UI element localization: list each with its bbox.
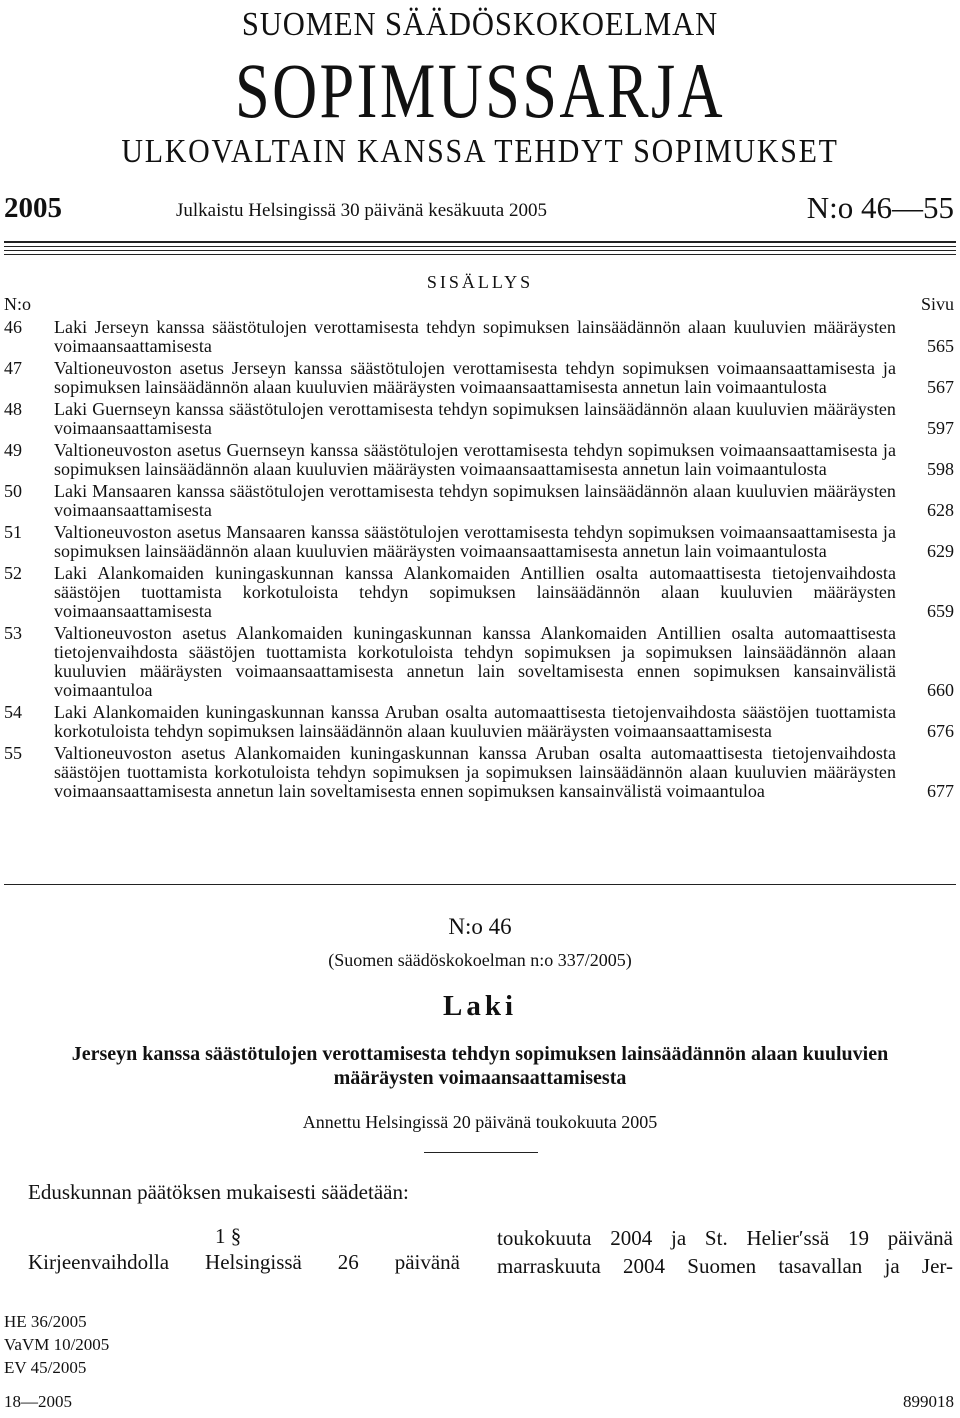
section-text-col1: Kirjeenvaihdolla Helsingissä 26 päivänä bbox=[28, 1250, 460, 1274]
toc-entry-number: 50 bbox=[4, 481, 22, 501]
toc-entry[interactable] bbox=[0, 624, 960, 700]
toc-entry[interactable] bbox=[0, 359, 960, 397]
toc-entry[interactable] bbox=[0, 523, 960, 561]
toc-entry-number: 49 bbox=[4, 440, 22, 460]
enacting-clause: Eduskunnan päätöksen mukaisesti säädetään: bbox=[28, 1180, 409, 1204]
toc-entry[interactable] bbox=[0, 441, 960, 479]
toc-entry-title: Laki Alankomaiden kuningaskunnan kanssa Alankomaiden Antillien osalta automaattisesta tietojenvaihdosta säästöjen tuottamista korkotuloista tehdyn sopimuksen lainsäädännön alaan kuuluvien määräysten voimaansaattamisesta bbox=[54, 563, 896, 621]
header-rule bbox=[4, 250, 956, 251]
toc-entry-number: 48 bbox=[4, 399, 22, 419]
toc-entry-page: 629 bbox=[927, 541, 954, 561]
footnote-ref: HE 36/2005 bbox=[4, 1312, 87, 1331]
divider bbox=[424, 1152, 538, 1153]
toc-entry-title: Valtioneuvoston asetus Alankomaiden kuningaskunnan kanssa Aruban osalta automaattisesta tietojenvaihdosta säästöjen tuottamista korkotuloista tehdyn sopimuksen ja sopimuksen lainsäädännön alaan kuuluvien määräysten voimaansaattamisesta annetun lain soveltamisesta ennen sopimuksen kansainvälistä voimaantuloa bbox=[54, 743, 896, 801]
header-rule bbox=[4, 246, 956, 247]
toc-entry-page: 659 bbox=[927, 601, 954, 621]
series-title: SOPIMUSSARJA bbox=[234, 47, 726, 134]
issue-year: 2005 bbox=[4, 192, 62, 224]
toc-entry-number: 54 bbox=[4, 702, 22, 722]
toc-entry-title: Valtioneuvoston asetus Alankomaiden kuningaskunnan kanssa Alankomaiden Antillien osalta automaattisesta tietojenvaihdosta säästöjen tuottamista korkotuloista tehdyn sopimuksen ja sopimuksen lainsäädännön alaan kuuluvien määräysten voimaansaattamisesta annetun lain soveltamisesta ennen sopimuksen kansainvälistä voimaantuloa bbox=[54, 623, 896, 700]
section-text-col2 bbox=[497, 1224, 953, 1280]
section-text-col2-line: toukokuuta 2004 ja St. Helier′ssä 19 päivänä bbox=[497, 1226, 953, 1250]
section-heading: 1 § bbox=[215, 1224, 242, 1248]
toc-entry-title: Valtioneuvoston asetus Jerseyn kanssa säästötulojen verottamisesta tehdyn sopimuksen voimaansaattamisesta ja sopimuksen lainsäädännön alaan kuuluvien määräysten voimaansaattamisesta annetun lain voimaantulosta bbox=[54, 358, 896, 397]
footnote-ref: VaVM 10/2005 bbox=[4, 1335, 110, 1354]
print-code-right: 899018 bbox=[903, 1392, 954, 1411]
toc-rule bbox=[4, 884, 956, 885]
toc-entry-title: Valtioneuvoston asetus Mansaaren kanssa säästötulojen verottamisesta tehdyn sopimuksen voimaansaattamisesta ja sopimuksen lainsäädännön alaan kuuluvien määräysten voimaansaattamisesta annetun lain voimaantulosta bbox=[54, 522, 896, 561]
print-code-left: 18—2005 bbox=[4, 1392, 72, 1411]
toc-heading: SISÄLLYS bbox=[426, 272, 534, 292]
toc-entry-title: Laki Alankomaiden kuningaskunnan kanssa Aruban osalta automaattisesta tietojenvaihdosta säästöjen tuottamista korkotuloista tehdyn sopimuksen lainsäädännön alaan kuuluvien määräysten voimaansaattamisesta bbox=[54, 702, 896, 741]
toc-entry-number: 55 bbox=[4, 743, 22, 763]
toc-entry-title: Laki Guernseyn kanssa säästötulojen verottamisesta tehdyn sopimuksen lainsäädännön alaan kuuluvien määräysten voimaansaattamisesta bbox=[54, 399, 896, 438]
publication-date: Julkaistu Helsingissä 30 päivänä kesäkuuta 2005 bbox=[176, 200, 547, 221]
toc-entry-page: 676 bbox=[927, 721, 954, 741]
act-number: N:o 46 bbox=[448, 914, 512, 939]
toc-entry-number: 46 bbox=[4, 317, 22, 337]
toc-entry-number: 47 bbox=[4, 358, 22, 378]
toc-entry[interactable] bbox=[0, 564, 960, 621]
toc-entry[interactable] bbox=[0, 482, 960, 520]
issue-numbers: N:o 46—55 bbox=[806, 190, 954, 225]
toc-entry-number: 51 bbox=[4, 522, 22, 542]
toc-entry-number: 52 bbox=[4, 563, 22, 583]
toc-entry-page: 628 bbox=[927, 500, 954, 520]
toc-entry-page: 660 bbox=[927, 680, 954, 700]
act-given-date: Annettu Helsingissä 20 päivänä toukokuuta 2005 bbox=[302, 1112, 658, 1132]
toc-entry-page: 598 bbox=[927, 459, 954, 479]
toc-entry-page: 565 bbox=[927, 336, 954, 356]
toc-page-column-label: Sivu bbox=[920, 294, 954, 314]
toc-entry-page: 677 bbox=[927, 781, 954, 801]
toc-number-column-label: N:o bbox=[4, 294, 31, 314]
toc-entry-title: Laki Mansaaren kanssa säästötulojen verottamisesta tehdyn sopimuksen lainsäädännön alaan kuuluvien määräysten voimaansaattamisesta bbox=[54, 481, 896, 520]
toc-entry-page: 567 bbox=[927, 377, 954, 397]
act-type: Laki bbox=[442, 990, 518, 1022]
statute-reference: (Suomen säädöskokoelman n:o 337/2005) bbox=[328, 950, 632, 970]
toc-entry-page: 597 bbox=[927, 418, 954, 438]
header-rule bbox=[4, 241, 956, 243]
toc-entry[interactable] bbox=[0, 318, 960, 356]
series-heading: SUOMEN SÄÄDÖSKOKOELMAN bbox=[241, 6, 719, 43]
series-subtitle: ULKOVALTAIN KANSSA TEHDYT SOPIMUKSET bbox=[121, 133, 839, 170]
toc-entry-title: Laki Jerseyn kanssa säästötulojen verottamisesta tehdyn sopimuksen lainsäädännön alaan kuuluvien määräysten voimaansaattamisesta bbox=[54, 317, 896, 356]
toc-entry-number: 53 bbox=[4, 623, 22, 643]
toc-entry-title: Valtioneuvoston asetus Guernseyn kanssa säästötulojen verottamisesta tehdyn sopimuksen voimaansaattamisesta ja sopimuksen lainsäädännön alaan kuuluvien määräysten voimaansaattamisesta annetun lain voimaantulosta bbox=[54, 440, 896, 479]
footnote-ref: EV 45/2005 bbox=[4, 1358, 87, 1377]
act-title: Jerseyn kanssa säästötulojen verottamisesta tehdyn sopimuksen lainsäädännön alaan kuuluvien määräysten voimaansaattamisesta bbox=[71, 1043, 889, 1089]
toc-list bbox=[0, 318, 960, 804]
toc-entry[interactable] bbox=[0, 400, 960, 438]
toc-entry[interactable] bbox=[0, 744, 960, 801]
section-text-col2-line: marraskuuta 2004 Suomen tasavallan ja Jer- bbox=[497, 1254, 953, 1278]
toc-entry[interactable] bbox=[0, 703, 960, 741]
header-rule bbox=[4, 254, 956, 255]
